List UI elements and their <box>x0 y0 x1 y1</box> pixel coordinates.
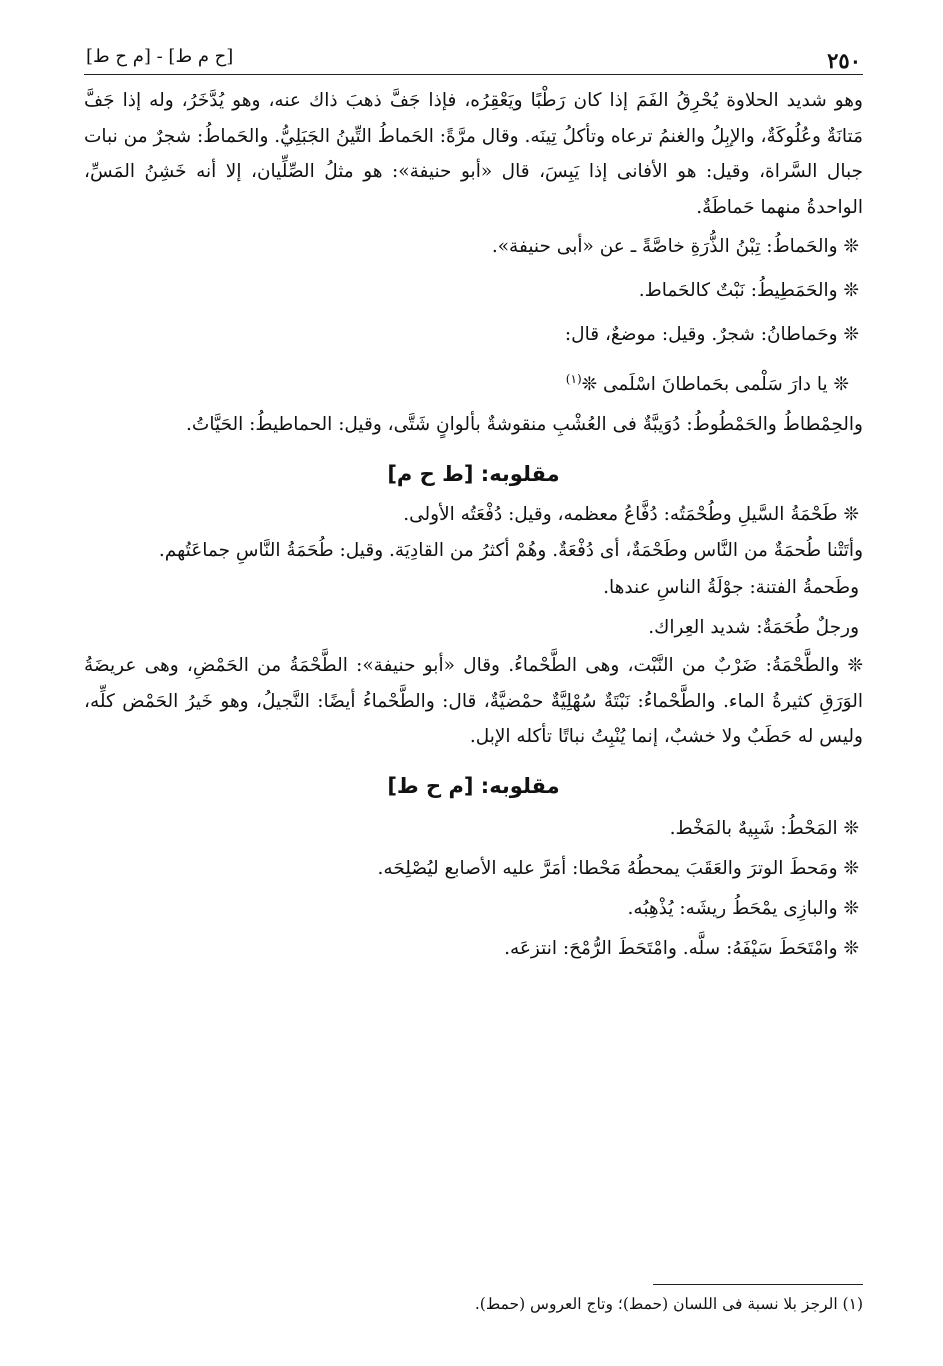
entry-mahata-watar: ❊ ومَحطَ الوترَ والعَقَبَ يمحطُهُ مَحْطا: أمَرَّ عليه الأصابع ليُصْلِحَه. <box>377 857 859 879</box>
verse-line <box>84 357 863 407</box>
footnote-1: (١) الرجز بلا نسبة فى اللسان (حمط)؛ وتاج العروس (حمط). <box>474 1295 863 1313</box>
section-heading-mht: مقلوبه: [م ح ط] <box>387 773 560 798</box>
entry-hamat-tibn: ❊ والحَماطُ: تِبْنُ الذُّرَةِ خاصَّةً ـ عن «أبى حنيفة». <box>491 236 859 257</box>
entry-bazi: ❊ والبازِى يمْحَطُ ريشَه: يُذْهِبُه. <box>627 897 859 919</box>
page-number: ٢٥٠ <box>827 48 861 73</box>
entry-tahmat-fitna: وطَحمةُ الفتنة: جوْلَةُ الناسِ عندها. <box>603 577 859 599</box>
section-heading-tahm: مقلوبه: [ط ح م] <box>387 461 560 486</box>
entry-hamatit: ❊ والحَمَطِيطُ: نَبْتٌ كالحَماط. <box>638 280 859 301</box>
entry-hamat-continued: وهو شديد الحلاوة يُحْرِقُ الفَمَ إذا كان رَطْبًا ويَعْقِرُه، فإذا جَفَّ ذهبَ ذاك عنه، وهو يُدَّخَرُ، وله إذا جَفَّ مَتانَةٌ وعُلُوكَةٌ، والإبِلُ والغنمُ ترعاه وتأكلُ تِينَه. وقال مرَّةً: الحَماطُ التِّينُ الجَبَلِيُّ. والحَماطُ: شجرٌ من نبات جبال السَّراة، وقيل: هو الأفانى إذا يَبِسَ، قال «أبو حنيفة»: هو مثلُ الصِّلِّيان، إلا أنه خَشِنُ المَسِّ، الواحدةُ منهما حَماطَةٌ. <box>83 90 863 218</box>
entry-himtat: والحِمْطاطُ والحَمْطُوطُ: دُوَيبَّةٌ فى العُشْبِ منقوشةٌ بألوانٍ شَتَّى، وقيل: الحماطيطُ: الحَيَّاتُ. <box>186 414 863 436</box>
running-head: [ح م ط] - [م ح ط] <box>86 46 234 67</box>
entry-tahmat-sayl: ❊ طَحْمَةُ السَّيلِ وطُحْمَتُه: دُفَّاعُ معظمه، وقيل: دُفْعَتُه الأولى. <box>403 503 859 525</box>
entry-imtahata: ❊ وامْتَحَطَ سَيْفَهُ: سلَّه. وامْتَحَطَ الرُّمْحَ: انتزعَه. <box>504 937 859 959</box>
footnote-ref: (١) <box>565 372 582 386</box>
footnote-rule <box>653 1284 863 1285</box>
entry-maht: ❊ المَحْطُ: شَبِيهٌ بالمَخْط. <box>669 817 859 839</box>
page-header <box>84 44 863 75</box>
entry-hamatan: ❊ وحَماطانُ: شجرٌ. وقيل: موضعٌ، قال: <box>564 324 859 345</box>
entry-rajul-tuhama: ورجلٌ طُحَمَةٌ: شديد العِراك. <box>648 617 859 639</box>
entry-tahma-plant: ❊ والطَّحْمَةُ: ضَرْبٌ من النَّبْت، وهى الطَّحْماءُ. وقال «أبو حنيفة»: الطَّحْمَةُ من الحَمْضِ، وهى عريضَةُ الوَرَقِ كثيرةُ الماء. والطَّحْماءُ: نَبْتَةٌ سُهْلِيَّةٌ حمْضيَّةٌ، قال: والطَّحْماءُ أيضًا: النَّجيلُ، وهو خَيرُ الحَمْض كلِّه، وليس له حَطَبٌ ولا خشبٌ، إنما يُنْبِتُ نباتًا تأكله الإبل. <box>84 655 863 748</box>
entry-tuhmat-nas: وأتَتْنا طُحمَةٌ من النَّاس وطَحْمَةٌ، أى دُفْعَةٌ. وهُمْ أكثرُ من القادِيَة. وقيل: طُحَمَةُ النَّاسِ جماعَتُهم. <box>158 539 863 561</box>
verse-text: ❊ يا دارَ سَلْمى بحَماطانَ اسْلَمى ❊ <box>581 374 849 396</box>
footnotes <box>84 1284 863 1317</box>
